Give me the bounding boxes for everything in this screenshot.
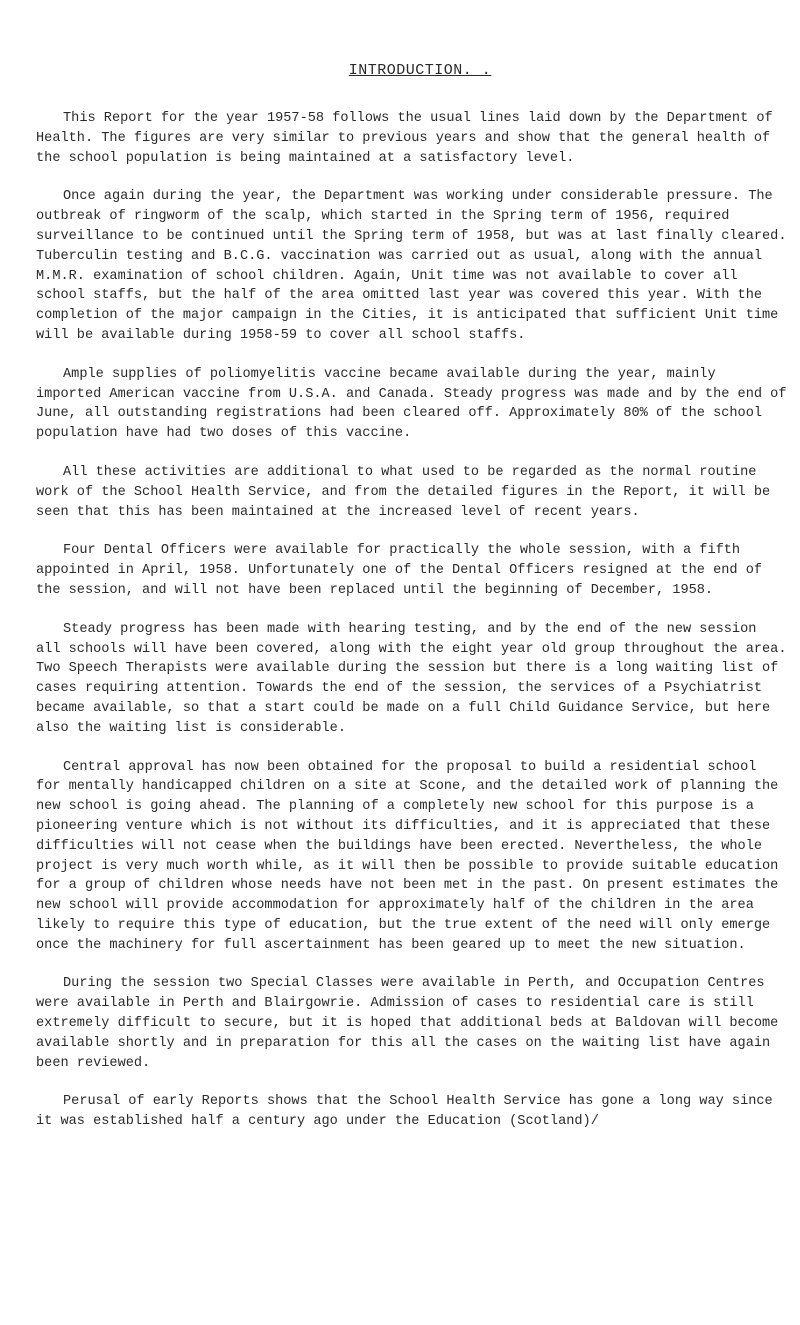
paragraph-hearing-speech: Steady progress has been made with hearing testing, and by the end of the new session all schools will have been covered, along with the eight year old group throughout the area. Two Speech Therapists were available during the session but there is a long waiting list of cases requiring attention. Towards the end of the session, the services of a Psychiatrist became available, so that a start could be made on a full Child Guidance Service, but here also the waiting list is considerable. [36, 621, 787, 736]
paragraph-additional-activities: All these activities are additional to what used to be regarded as the normal routine work of the School Health Service, and from the detailed figures in the Report, it will be seen that this has been maintained at the increased level of recent years. [36, 464, 771, 520]
paragraph-special-classes: During the session two Special Classes were available in Perth, and Occupation Centres were available in Perth and Blairgowrie. Admission of cases to residential care is still extremely difficult to secure, but it is hoped that additional beds at Baldovan will become available shortly and in preparation for this all the cases on the waiting list have again been reviewed. [36, 976, 779, 1071]
paragraph-ringworm-tuberculin: Once again during the year, the Department was working under considerable pressure. The outbreak of ringworm of the scalp, which started in the Spring term of 1956, required surveillance to be continued until the Spring term of 1958, but was at last finally cleared. Tuberculin testing and B.C.G. vaccination was carried out as usual, along with the annual M.M.R. examination of school children. Again, Unit time was not available to cover all school staffs, but the half of the area omitted last year was covered this year. With the completion of the major campaign in the Cities, it is anticipated that sufficient Unit time will be available during 1958-59 to cover all school staffs. [36, 189, 787, 343]
paragraph-residential-school: Central approval has now been obtained for the proposal to build a residential school for mentally handicapped children on a site at Scone, and the detailed work of planning the new school is going ahead. The planning of a completely new school for this purpose is a pioneering venture which is not without its difficulties, and it is appreciated that these difficulties will not cease when the buildings have been erected. Nevertheless, the whole project is very much worth while, as it will then be possible to provide suitable education for a group of children whose needs have not been met in the past. On present estimates the new school will provide accommodation for approximately half of the children in the area likely to require this type of education, but the true extent of the need will only emerge once the machinery for full ascertainment has been geared up to meet the new situation. [36, 759, 779, 953]
paragraph-poliomyelitis-vaccine: Ample supplies of poliomyelitis vaccine became available during the year, mainly imported American vaccine from U.S.A. and Canada. Steady progress was made and by the end of June, all outstanding registrations had been cleared off. Approximately 80% of the school population have had two doses of this vaccine. [36, 366, 787, 442]
page-heading: INTRODUCTION. . [348, 62, 492, 79]
paragraph-report-overview: This Report for the year 1957-58 follows the usual lines laid down by the Department of Health. The figures are very similar to previous years and show that the general health of the school population is being maintained at a satisfactory level. [36, 111, 773, 166]
paragraph-early-reports: Perusal of early Reports shows that the School Health Service has gone a long way since it was established half a century ago under the Education (Scotland)/ [36, 1094, 773, 1130]
paragraph-dental-officers: Four Dental Officers were available for practically the whole session, with a fifth appointed in April, 1958. Unfortunately one of the Dental Officers resigned at the end of the session, and will not have been replaced until the beginning of December, 1958. [36, 543, 763, 598]
